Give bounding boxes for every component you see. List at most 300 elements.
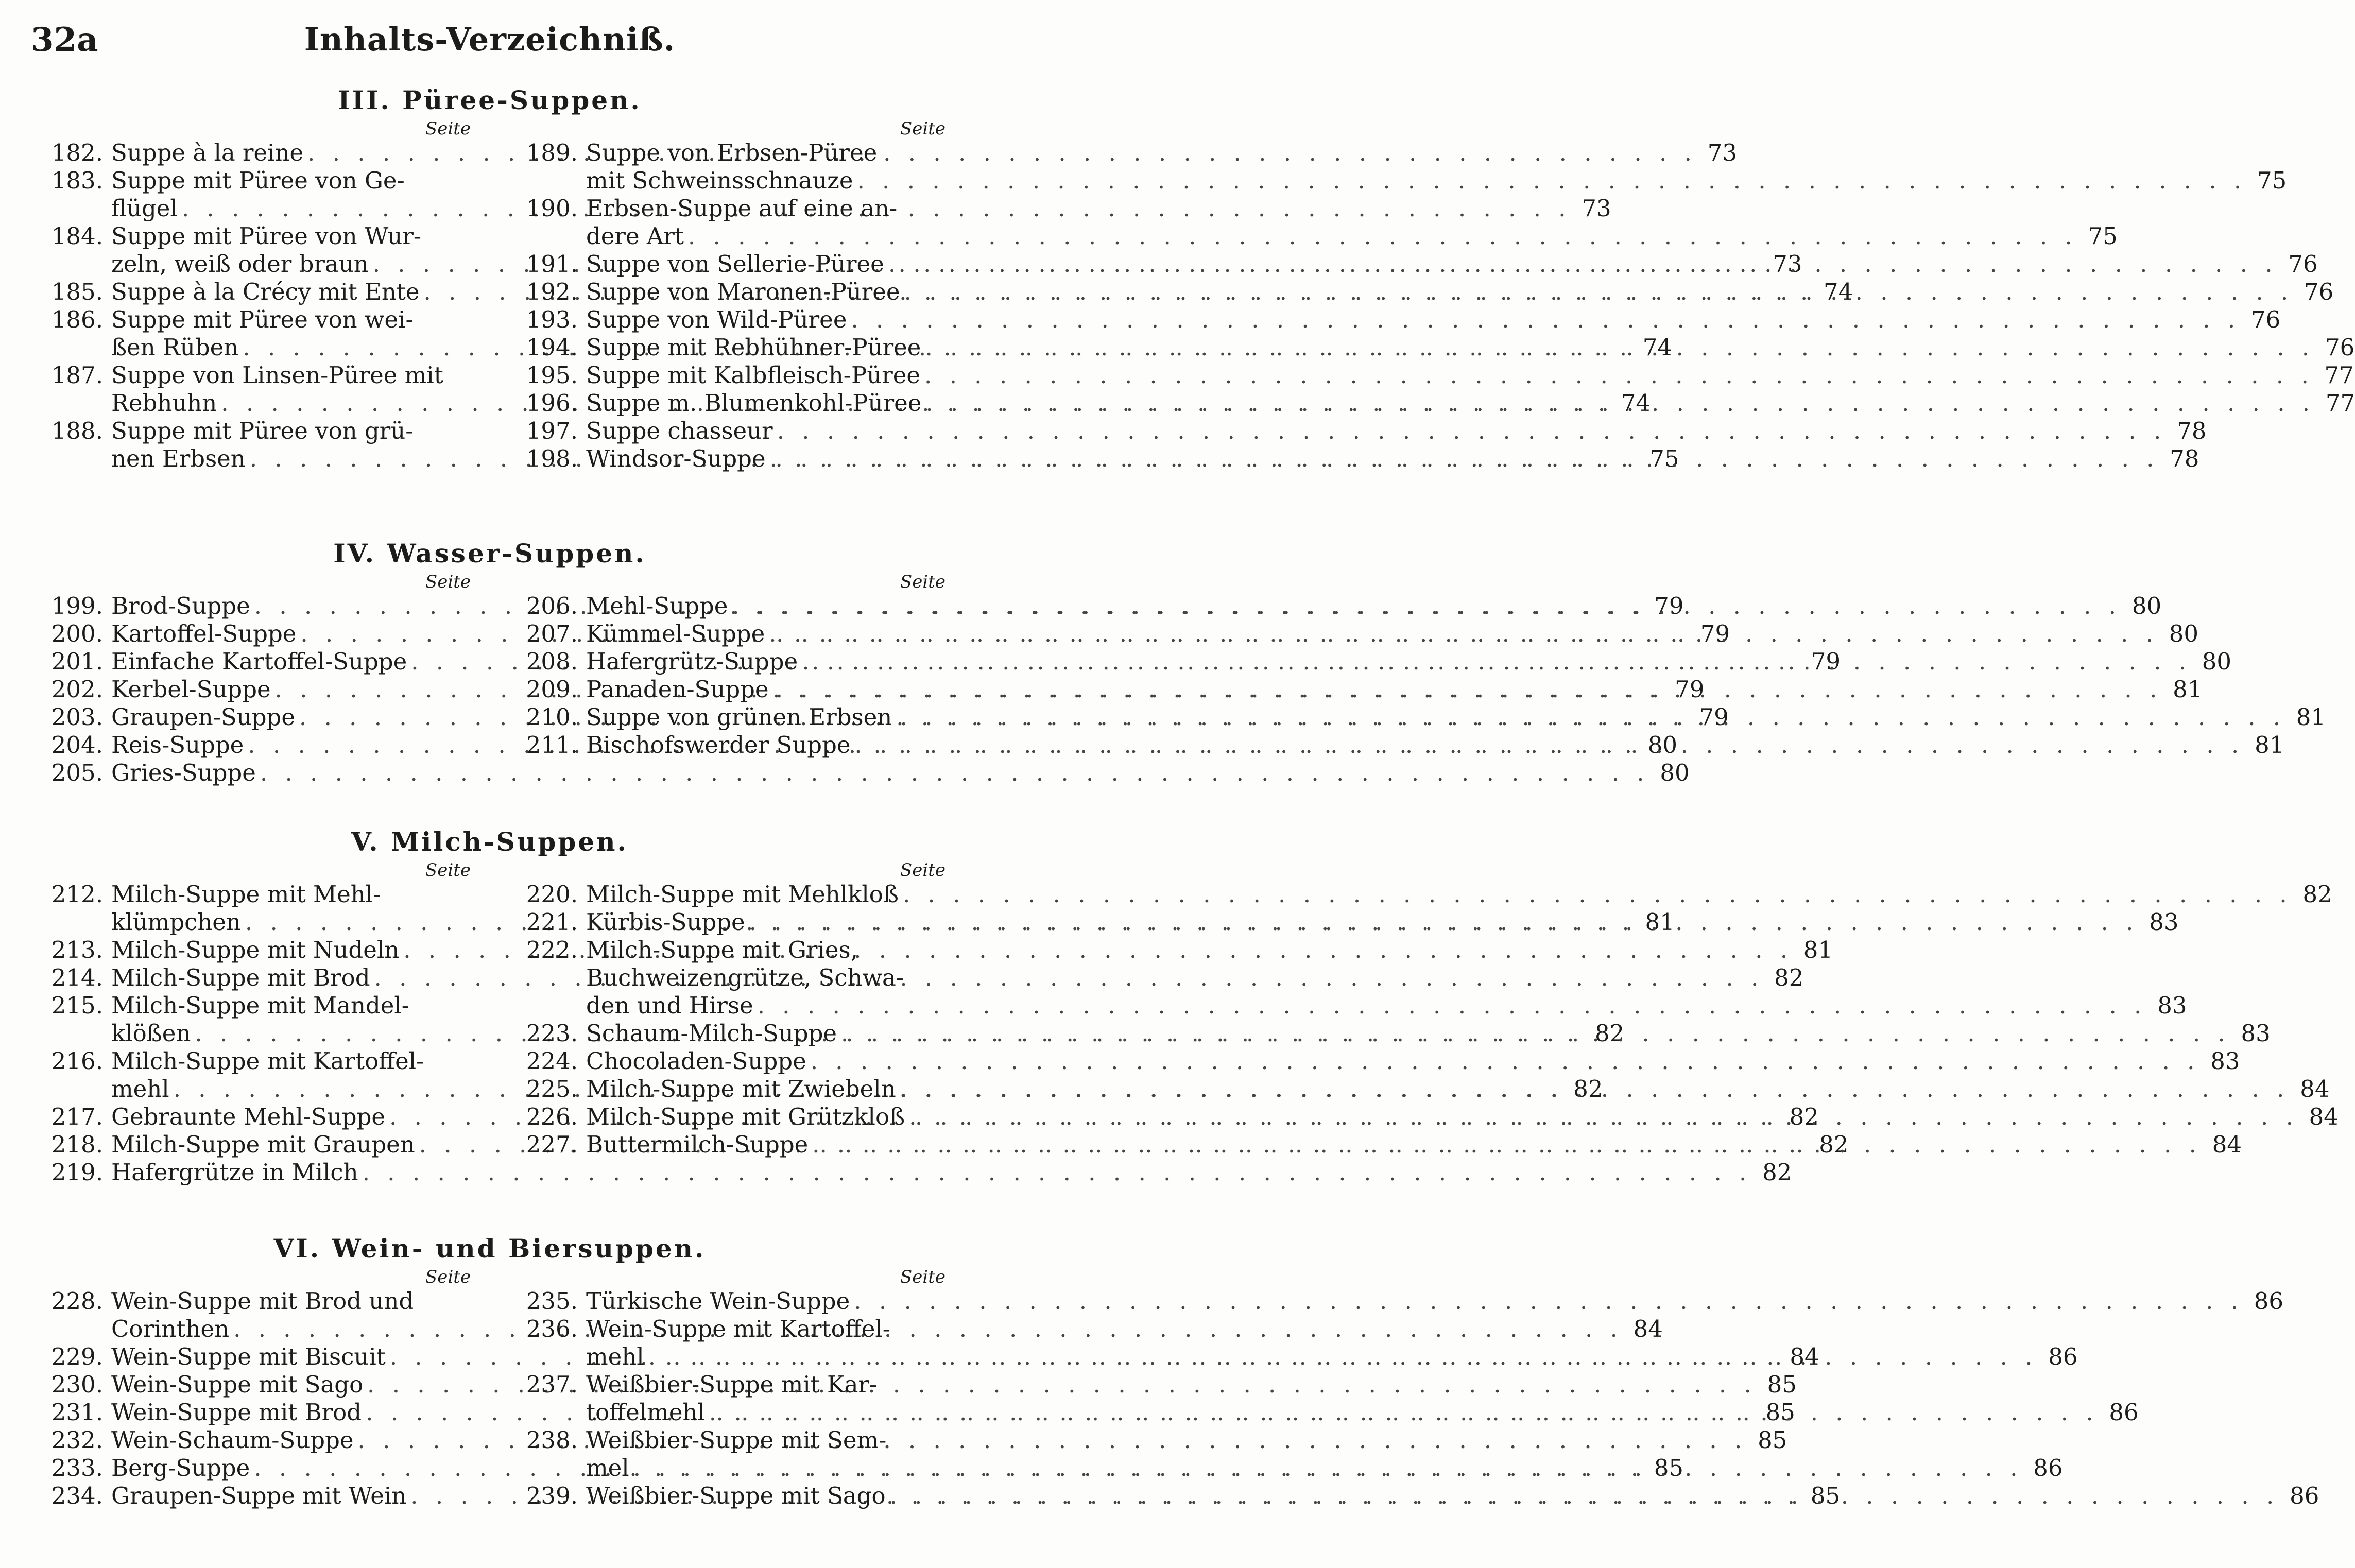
entry-body xyxy=(586,648,2231,676)
toc-entry xyxy=(31,1159,1792,1186)
entry-page: 80 xyxy=(2202,648,2231,675)
entry-number: 221. xyxy=(526,908,578,936)
entry-number: 193. xyxy=(526,306,578,333)
entry-title: Suppe à la Crécy mit Ente xyxy=(111,278,420,305)
entry-line xyxy=(586,195,2118,222)
entry-number: 234. xyxy=(51,1482,103,1509)
entry-title: Rebhuhn xyxy=(111,389,217,417)
entry-page: 76 xyxy=(2288,250,2318,278)
dot-leader xyxy=(890,1482,2279,1510)
dot-leader xyxy=(925,389,2315,417)
entry-number: 236. xyxy=(526,1315,578,1342)
entry-page: 81 xyxy=(2255,731,2284,759)
entry-title: Mehl-Suppe xyxy=(586,592,728,619)
entry-body xyxy=(586,334,2354,361)
entry-body xyxy=(586,306,2280,334)
entry-line xyxy=(586,592,2161,620)
entry-page: 74 xyxy=(1642,334,1673,361)
toc-entry xyxy=(506,306,2281,334)
entry-page: 82 xyxy=(1594,1020,1625,1047)
entry-title: Gries-Suppe xyxy=(111,759,256,786)
entry-title: Suppe à la reine xyxy=(111,139,304,166)
entry-body xyxy=(586,445,2199,473)
section-title: VI. Wein- und Biersuppen. xyxy=(273,1233,706,1264)
entry-number: 211. xyxy=(526,731,578,759)
dot-leader xyxy=(909,1103,2298,1131)
entry-line xyxy=(586,1454,2062,1482)
entry-line xyxy=(586,936,2187,964)
entry-line xyxy=(586,1020,2271,1047)
entry-title: Reis-Suppe xyxy=(111,731,244,759)
entry-title: Erbsen-Suppe auf eine an- xyxy=(586,195,898,222)
entry-page: 78 xyxy=(2170,445,2199,472)
entry-page: 86 xyxy=(2290,1482,2319,1509)
entry-number: 238. xyxy=(526,1426,578,1454)
entry-page: 82 xyxy=(1774,964,1804,991)
dot-leader xyxy=(924,361,2314,389)
entry-line xyxy=(586,1343,2077,1371)
entry-number: 190. xyxy=(526,195,578,222)
section-title: V. Milch-Suppen. xyxy=(351,826,628,857)
toc-entry xyxy=(506,361,2354,389)
entry-title: Graupen-Suppe xyxy=(111,703,295,731)
dot-leader xyxy=(888,250,2278,278)
entry-line xyxy=(586,648,2231,676)
entry-number: 233. xyxy=(51,1454,103,1481)
dot-leader xyxy=(857,167,2247,195)
entry-page: 83 xyxy=(2210,1047,2240,1075)
entry-number: 216. xyxy=(51,1047,103,1075)
entry-title: Suppe von Sellerie-Püree xyxy=(586,250,884,278)
entry-title: Schaum-Milch-Suppe xyxy=(586,1020,837,1047)
entry-title: Kümmel-Suppe xyxy=(586,620,765,647)
entry-title: mel xyxy=(586,1454,629,1481)
seite-label: Seite xyxy=(900,1267,946,1287)
entry-number: 218. xyxy=(51,1131,103,1158)
entry-body xyxy=(586,881,2332,908)
entry-page: 80 xyxy=(1647,731,1678,759)
entry-number: 204. xyxy=(51,731,103,759)
section-columns xyxy=(31,1267,2319,1510)
entry-line xyxy=(586,620,2198,648)
entry-number: 208. xyxy=(526,648,578,675)
entry-page: 79 xyxy=(1700,620,1730,647)
entry-line xyxy=(111,1159,1792,1186)
section-columns xyxy=(31,860,2339,1186)
entry-line xyxy=(586,731,2284,759)
entry-body xyxy=(586,389,2355,417)
entry-page: 82 xyxy=(1573,1075,1603,1102)
entry-page: 81 xyxy=(2296,703,2326,731)
entry-page: 82 xyxy=(1762,1159,1792,1186)
entry-number: 212. xyxy=(51,881,103,908)
entry-title: Milch-Suppe mit Graupen xyxy=(111,1131,415,1158)
entry-title: Gebraunte Mehl-Suppe xyxy=(111,1103,386,1130)
section-wasser-suppen xyxy=(31,536,2326,787)
entry-page: 77 xyxy=(2324,361,2354,389)
entry-title: Wein-Suppe mit Brod und xyxy=(111,1287,414,1315)
dot-leader xyxy=(802,648,2191,676)
entry-title: Milch-Suppe mit Kartoffel- xyxy=(111,1047,424,1075)
entry-body xyxy=(586,1426,2062,1482)
dot-leader xyxy=(903,881,2292,908)
entry-number: 232. xyxy=(51,1426,103,1454)
entry-page: 80 xyxy=(1660,759,1690,786)
entry-number: 215. xyxy=(51,992,103,1019)
entry-title: mehl xyxy=(111,1075,169,1102)
entry-title: Corinthen xyxy=(111,1315,230,1342)
entry-title: Suppe mit Rebhühner-Püree xyxy=(586,334,921,361)
entry-page: 73 xyxy=(1773,250,1802,278)
dot-leader xyxy=(260,759,1649,787)
dot-leader xyxy=(811,1047,2200,1075)
dot-leader xyxy=(773,676,2162,703)
entry-line xyxy=(586,1482,2319,1510)
entry-number: 225. xyxy=(526,1075,578,1102)
section-columns xyxy=(31,572,2326,787)
entry-title: Suppe von Linsen-Püree mit xyxy=(111,361,443,389)
entry-title: Milch-Suppe mit Nudeln xyxy=(111,936,400,963)
entry-page: 84 xyxy=(1633,1315,1663,1342)
entry-number: 219. xyxy=(51,1159,103,1186)
entry-body xyxy=(586,1287,2283,1315)
entry-number: 229. xyxy=(51,1343,103,1370)
dot-leader xyxy=(758,992,2147,1020)
entry-number: 209. xyxy=(526,676,578,703)
entry-page: 84 xyxy=(1790,1343,1819,1370)
entry-page: 84 xyxy=(2309,1103,2339,1130)
entry-line xyxy=(586,306,2280,334)
entry-title: Milch-Suppe mit Gries, xyxy=(586,936,858,963)
entry-page: 74 xyxy=(1824,278,1853,305)
dot-leader xyxy=(851,306,2240,334)
toc-entry xyxy=(506,881,2332,908)
entry-page: 86 xyxy=(2109,1399,2139,1426)
entry-number: 222. xyxy=(526,936,578,963)
entry-title: Berg-Suppe xyxy=(111,1454,250,1481)
entry-body xyxy=(586,731,2284,759)
dot-leader xyxy=(749,908,2139,936)
entry-number: 207. xyxy=(526,620,578,647)
dot-leader xyxy=(770,445,2159,473)
entry-number: 206. xyxy=(526,592,578,619)
entry-title: Suppe mit Püree von Ge- xyxy=(111,167,405,194)
entry-title: Milch-Suppe mit Grützkloß xyxy=(586,1103,905,1130)
entry-title: Suppe mit Püree von Wur- xyxy=(111,222,422,250)
entry-title: Wein-Schaum-Suppe xyxy=(111,1426,354,1454)
entry-line xyxy=(586,1399,2139,1426)
entry-number: 197. xyxy=(526,417,578,444)
dot-leader xyxy=(904,278,2294,306)
entry-page: 79 xyxy=(1699,703,1729,731)
section-title: III. Püree-Suppen. xyxy=(338,85,642,115)
entry-page: 75 xyxy=(1649,445,1679,472)
entry-page: 84 xyxy=(2212,1131,2242,1158)
entry-line xyxy=(586,278,2333,306)
entry-body xyxy=(586,361,2354,389)
entry-title: Graupen-Suppe mit Wein xyxy=(111,1482,407,1509)
dot-leader xyxy=(648,1343,2038,1371)
entry-title: mehl xyxy=(586,1343,644,1370)
entry-page: 82 xyxy=(1789,1103,1819,1130)
entry-body xyxy=(586,620,2198,648)
entry-body xyxy=(586,676,2202,703)
entry-number: 200. xyxy=(51,620,103,647)
entry-number: 203. xyxy=(51,703,103,731)
entry-title: Milch-Suppe mit Brod xyxy=(111,964,370,991)
entry-body xyxy=(586,1131,2242,1159)
entry-body xyxy=(586,278,2333,306)
dot-leader xyxy=(688,222,2077,250)
entry-number: 198. xyxy=(526,445,578,472)
entry-title: zeln, weiß oder braun xyxy=(111,250,369,278)
entry-page: 74 xyxy=(1621,389,1651,417)
entry-number: 224. xyxy=(526,1047,578,1075)
entry-line xyxy=(586,1426,2062,1454)
entry-page: 82 xyxy=(2302,881,2332,908)
entry-body xyxy=(586,1103,2339,1131)
entry-number: 196. xyxy=(526,389,578,417)
section-columns xyxy=(31,118,2355,473)
entry-number: 214. xyxy=(51,964,103,991)
entry-line xyxy=(586,1047,2240,1075)
entry-title: Wein-Suppe mit Kartoffel- xyxy=(586,1315,890,1342)
entry-title: Hafergrütz-Suppe xyxy=(586,648,798,675)
entry-body xyxy=(111,1159,1792,1186)
entry-line xyxy=(586,250,2318,278)
entry-title: Hafergrütze in Milch xyxy=(111,1159,358,1186)
entry-title: Kerbel-Suppe xyxy=(111,676,271,703)
entry-body xyxy=(586,1047,2240,1075)
section-title: IV. Wasser-Suppen. xyxy=(333,538,646,568)
entry-title: den und Hirse xyxy=(586,992,753,1019)
entry-number: 210. xyxy=(526,703,578,731)
dot-leader xyxy=(854,1287,2243,1315)
entry-number: 194. xyxy=(526,334,578,361)
entry-title: Suppe mit Püree von wei- xyxy=(111,306,414,333)
entry-page: 76 xyxy=(2304,278,2334,305)
entry-title: Suppe von Erbsen-Püree xyxy=(586,139,878,166)
entry-title: Suppe von Wild-Püree xyxy=(586,306,847,333)
entry-page: 85 xyxy=(1765,1399,1795,1426)
page-title: Inhalts-Verzeichniß. xyxy=(304,21,676,58)
entry-body xyxy=(586,195,2118,250)
entry-page: 85 xyxy=(1654,1454,1684,1481)
entry-number: 213. xyxy=(51,936,103,963)
seite-label: Seite xyxy=(425,1267,471,1287)
entry-number: 217. xyxy=(51,1103,103,1130)
entry-title: toffelmehl xyxy=(586,1399,705,1426)
entry-title: Milch-Suppe mit Zwiebeln xyxy=(586,1075,896,1102)
entry-line xyxy=(586,1131,2242,1159)
entry-title: mit Schweinsschnauze xyxy=(586,167,853,194)
entry-title: Einfache Kartoffel-Suppe xyxy=(111,648,407,675)
entry-title: Wein-Suppe mit Biscuit xyxy=(111,1343,386,1370)
toc-entry xyxy=(506,417,2207,445)
dot-leader xyxy=(900,1075,2290,1103)
entry-title: Brod-Suppe xyxy=(111,592,250,619)
entry-title: Kartoffel-Suppe xyxy=(111,620,297,647)
dot-leader xyxy=(925,334,2314,361)
entry-page: 86 xyxy=(2033,1454,2063,1481)
section-wein-und-biersuppen xyxy=(31,1231,2319,1510)
entry-title: flügel xyxy=(111,195,178,222)
entry-line xyxy=(586,445,2199,473)
entry-page: 73 xyxy=(1707,139,1737,166)
entry-title: dere Art xyxy=(586,222,684,250)
entry-number: 185. xyxy=(51,278,103,305)
entry-page: 85 xyxy=(1767,1371,1797,1398)
seite-label: Seite xyxy=(425,572,471,592)
entry-page: 75 xyxy=(2088,222,2118,250)
entry-page: 79 xyxy=(1811,648,1841,675)
entry-page: 78 xyxy=(2177,417,2207,444)
entry-page: 73 xyxy=(1582,195,1611,222)
entry-number: 188. xyxy=(51,417,103,444)
entry-number: 230. xyxy=(51,1371,103,1398)
entry-page: 80 xyxy=(2131,592,2162,619)
entry-line xyxy=(586,222,2118,250)
seite-label: Seite xyxy=(900,572,946,592)
entry-body xyxy=(586,1315,2077,1371)
entry-page: 84 xyxy=(2300,1075,2330,1102)
entry-line xyxy=(586,908,2178,936)
toc-entry xyxy=(506,1287,2284,1315)
entry-title: Milch-Suppe mit Mandel- xyxy=(111,992,409,1019)
entry-number: 239. xyxy=(526,1482,578,1509)
entry-line xyxy=(586,676,2202,703)
entry-line xyxy=(586,417,2206,445)
entry-title: Chocoladen-Suppe xyxy=(586,1047,806,1075)
entry-body xyxy=(586,1075,2329,1103)
entry-line xyxy=(586,334,2354,361)
page-header xyxy=(31,15,949,72)
entry-number: 227. xyxy=(526,1131,578,1158)
entry-page: 77 xyxy=(2325,389,2355,417)
dot-leader xyxy=(633,1454,2023,1482)
entry-body xyxy=(586,250,2318,278)
entry-number: 192. xyxy=(526,278,578,305)
entry-body xyxy=(586,908,2178,936)
entry-title: Weißbier-Suppe mit Sem- xyxy=(586,1426,887,1454)
entry-number: 195. xyxy=(526,361,578,389)
entry-number: 205. xyxy=(51,759,103,786)
entry-page: 85 xyxy=(1810,1482,1841,1509)
section-milch-suppen xyxy=(31,824,2339,1186)
entry-number: 186. xyxy=(51,306,103,333)
entry-title: Suppe mit Püree von grü- xyxy=(111,417,414,444)
entry-title: Wein-Suppe mit Sago xyxy=(111,1371,364,1398)
entry-page: 83 xyxy=(2149,908,2179,936)
entry-title: Türkische Wein-Suppe xyxy=(586,1287,850,1315)
entry-page: 81 xyxy=(2173,676,2203,703)
entry-number: 189. xyxy=(526,139,578,166)
entry-number: 231. xyxy=(51,1399,103,1426)
dot-leader xyxy=(769,620,2158,648)
dot-leader xyxy=(777,417,2167,445)
entry-body xyxy=(586,1482,2319,1510)
seite-label: Seite xyxy=(900,118,946,139)
entry-body xyxy=(586,936,2187,1020)
entry-line xyxy=(586,703,2326,731)
entry-title: Suppe m. Blumenkohl-Püree xyxy=(586,389,922,417)
entry-line xyxy=(586,1371,2139,1399)
entry-page: 80 xyxy=(2169,620,2199,647)
entry-page: 86 xyxy=(2254,1287,2284,1315)
entry-line xyxy=(586,361,2354,389)
entry-number: 228. xyxy=(51,1287,103,1315)
seite-label: Seite xyxy=(900,860,946,881)
entry-page: 79 xyxy=(1675,676,1705,703)
dot-leader xyxy=(841,1020,2230,1047)
entry-number: 235. xyxy=(526,1287,578,1315)
entry-number: 237. xyxy=(526,1371,578,1398)
entry-body xyxy=(586,592,2161,620)
entry-page: 76 xyxy=(2325,334,2355,361)
entry-title: Wein-Suppe mit Brod xyxy=(111,1399,362,1426)
entry-title: Kürbis-Suppe xyxy=(586,908,745,936)
entry-body xyxy=(586,703,2326,731)
entry-page: 76 xyxy=(2250,306,2281,333)
entry-title: Windsor-Suppe xyxy=(586,445,766,472)
entry-title: Buttermilch-Suppe xyxy=(586,1131,809,1158)
entry-line xyxy=(586,389,2355,417)
entry-page: 82 xyxy=(1819,1131,1849,1158)
dot-leader xyxy=(812,1131,2202,1159)
entry-number: 184. xyxy=(51,222,103,250)
seite-label: Seite xyxy=(425,860,471,881)
entry-number: 220. xyxy=(526,881,578,908)
entry-body xyxy=(586,417,2206,445)
entry-title: Suppe chasseur xyxy=(586,417,773,444)
dot-leader xyxy=(709,1399,2099,1426)
page-number: 32a xyxy=(31,21,98,59)
entry-page: 83 xyxy=(2241,1020,2271,1047)
entry-body xyxy=(586,139,2287,195)
entry-line xyxy=(586,1103,2339,1131)
entry-page: 81 xyxy=(1645,908,1675,936)
entry-line xyxy=(586,992,2187,1020)
entry-page: 75 xyxy=(2257,167,2287,194)
entry-title: Bischofswerder Suppe xyxy=(586,731,851,759)
entry-line xyxy=(586,964,2187,992)
entry-body xyxy=(586,1020,2271,1047)
entry-number: 183. xyxy=(51,167,103,194)
entry-title: Suppe von Maronen-Püree xyxy=(586,278,900,305)
entry-number: 187. xyxy=(51,361,103,389)
entry-title: Buchweizengrütze, Schwa- xyxy=(586,964,904,991)
toc-entry xyxy=(31,759,1690,787)
entry-number: 202. xyxy=(51,676,103,703)
section-puree-suppen xyxy=(31,82,2355,473)
entry-title: Milch-Suppe mit Mehlkloß xyxy=(586,881,899,908)
entry-title: ßen Rüben xyxy=(111,334,239,361)
entry-title: Panaden-Suppe xyxy=(586,676,769,703)
entry-line xyxy=(586,881,2332,908)
entry-title: Weißbier-Suppe mit Sago xyxy=(586,1482,886,1509)
entry-line xyxy=(586,1075,2329,1103)
entry-number: 191. xyxy=(526,250,578,278)
entry-number: 223. xyxy=(526,1020,578,1047)
entry-page: 86 xyxy=(2048,1343,2078,1370)
entry-title: Weißbier-Suppe mit Kar- xyxy=(586,1371,878,1398)
dot-leader xyxy=(855,731,2244,759)
entry-number: 182. xyxy=(51,139,103,166)
dot-leader xyxy=(732,592,2121,620)
entry-title: Suppe von grünen Erbsen xyxy=(586,703,892,731)
entry-title: nen Erbsen xyxy=(111,445,246,472)
entry-number: 226. xyxy=(526,1103,578,1130)
